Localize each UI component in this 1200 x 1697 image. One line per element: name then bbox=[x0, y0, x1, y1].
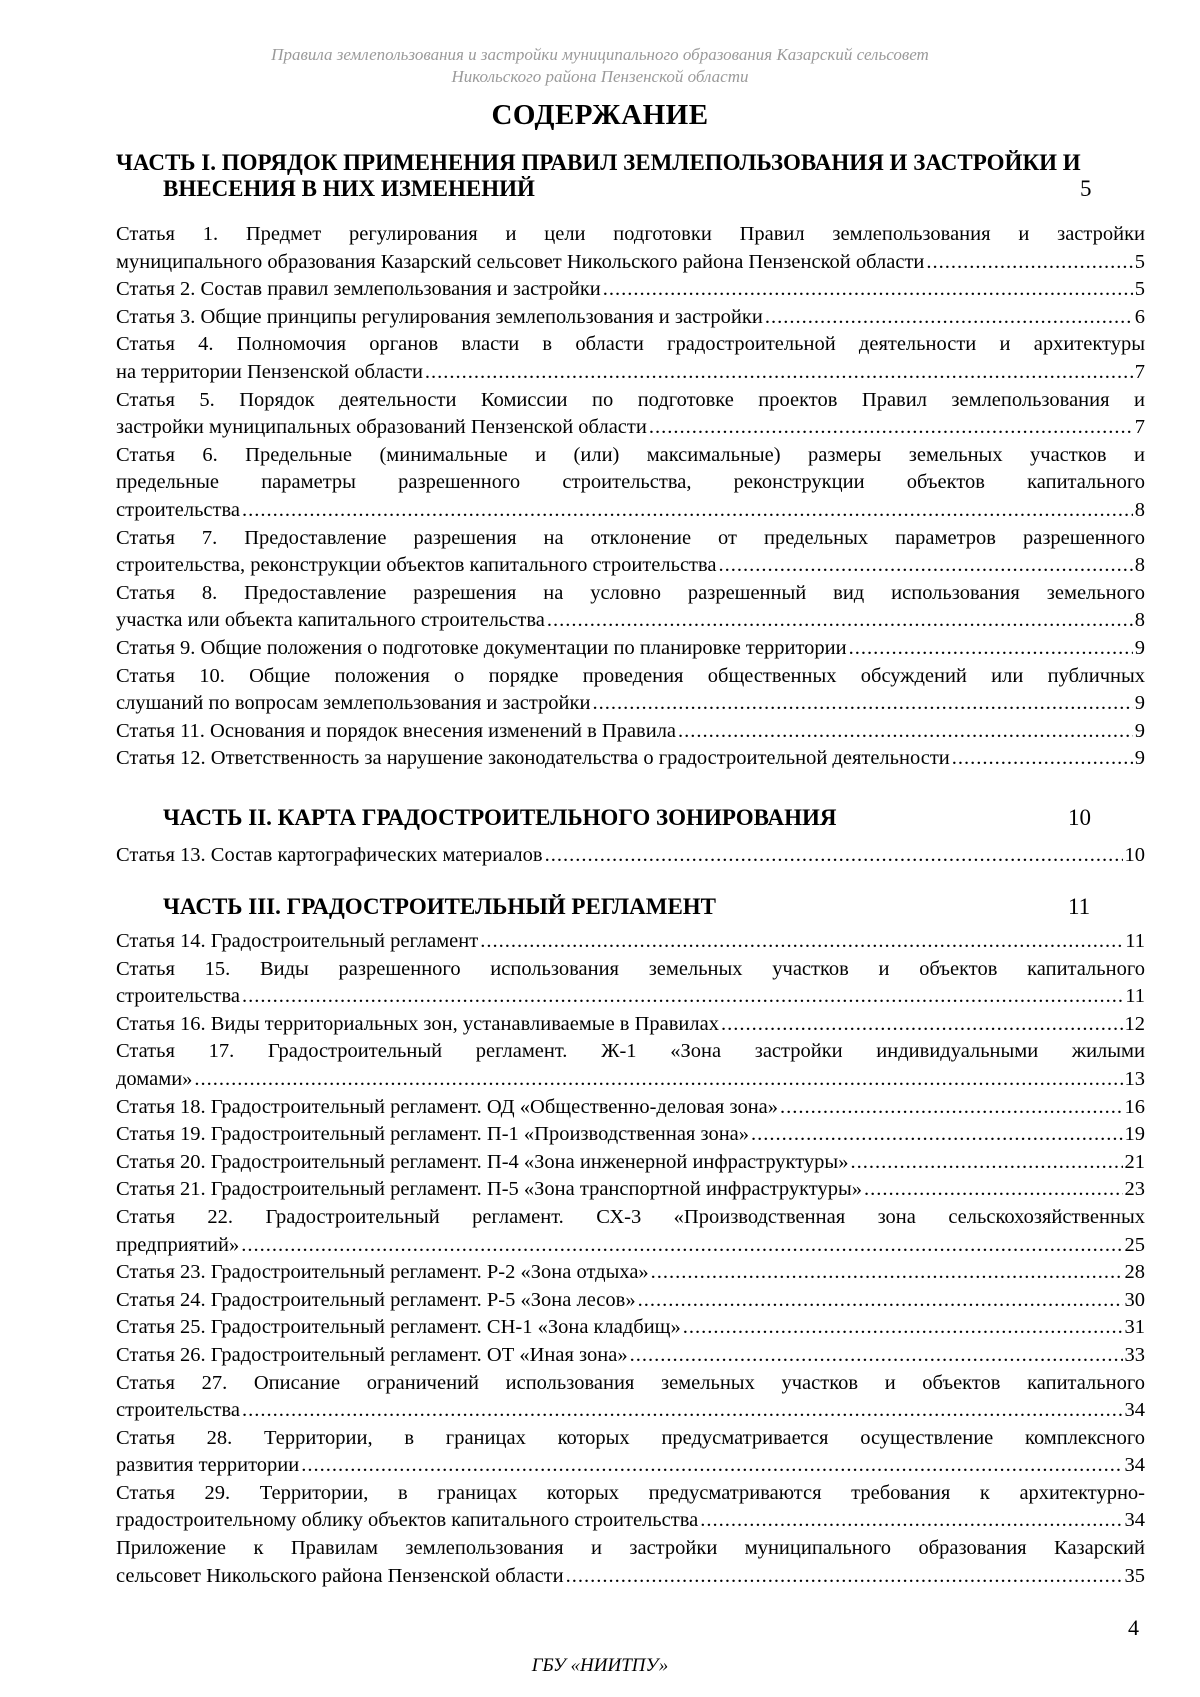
toc-entry-page[interactable]: 11 bbox=[1125, 985, 1145, 1008]
part-3-heading: ЧАСТЬ III. ГРАДОСТРОИТЕЛЬНЫЙ РЕГЛАМЕНТ bbox=[163, 894, 717, 919]
dot-leader bbox=[926, 249, 1132, 277]
toc-entry-text: развития территории bbox=[116, 1454, 300, 1477]
dot-leader bbox=[545, 842, 1123, 870]
toc-entry-last-line bbox=[116, 983, 1145, 1011]
running-header-line-1: Правила землепользования и застройки муниципального образования Казарский сельсовет bbox=[271, 45, 929, 64]
part-1-page-number[interactable]: 5 bbox=[1080, 176, 1092, 201]
toc-entry-last-line bbox=[116, 359, 1145, 387]
footer-organization: ГБУ «НИИТПУ» bbox=[531, 1655, 669, 1676]
toc-entry[interactable] bbox=[116, 580, 1145, 635]
dot-leader bbox=[242, 1397, 1123, 1425]
toc-entry[interactable] bbox=[116, 1287, 1145, 1315]
toc-entry-page[interactable]: 10 bbox=[1124, 844, 1145, 866]
dot-leader bbox=[242, 983, 1123, 1011]
dot-leader bbox=[194, 1066, 1122, 1094]
toc-entry-page[interactable]: 5 bbox=[1134, 278, 1145, 301]
dot-leader bbox=[751, 1121, 1122, 1149]
dot-leader bbox=[649, 414, 1133, 442]
toc-entry[interactable] bbox=[116, 1204, 1145, 1259]
toc-entry[interactable] bbox=[116, 663, 1145, 718]
toc-entry[interactable] bbox=[116, 1094, 1145, 1122]
toc-entry-last-line bbox=[116, 497, 1145, 525]
toc-entry-page[interactable]: 7 bbox=[1134, 416, 1145, 439]
toc-entry-text: Статья 21. Градостроительный регламент. П-5 «Зона транспортной инфраструктуры» bbox=[116, 1178, 862, 1201]
toc-entry[interactable] bbox=[116, 1535, 1145, 1590]
toc-entry-page[interactable]: 21 bbox=[1124, 1150, 1145, 1173]
toc-entry-last-line bbox=[116, 1342, 1145, 1370]
toc-entry-text: Статья 16. Виды территориальных зон, устанавливаемые в Правилах bbox=[116, 1012, 719, 1035]
toc-entry-page[interactable]: 34 bbox=[1124, 1454, 1145, 1477]
toc-entry-text: Статья 20. Градостроительный регламент. П-4 «Зона инженерной инфраструктуры» bbox=[116, 1150, 849, 1173]
toc-entry-page[interactable]: 19 bbox=[1124, 1123, 1145, 1146]
toc-part-1 bbox=[116, 221, 1145, 773]
toc-entry-page[interactable]: 8 bbox=[1134, 554, 1145, 577]
toc-entry[interactable] bbox=[116, 221, 1145, 276]
dot-leader bbox=[683, 1314, 1123, 1342]
toc-entry-text: строительства bbox=[116, 985, 240, 1008]
toc-entry-text: Статья 19. Градостроительный регламент. П-1 «Производственная зона» bbox=[116, 1123, 750, 1146]
toc-entry-text: Статья 12. Ответственность за нарушение законодательства о градостроительной деятельности bbox=[116, 747, 950, 770]
part-2-heading: ЧАСТЬ II. КАРТА ГРАДОСТРОИТЕЛЬНОГО ЗОНИРОВАНИЯ bbox=[163, 805, 837, 830]
dot-leader bbox=[603, 276, 1133, 304]
toc-entry-text: домами» bbox=[116, 1067, 193, 1090]
toc-entry-text: участка или объекта капитального строительства bbox=[116, 609, 545, 632]
toc-entry[interactable] bbox=[116, 304, 1145, 332]
toc-entry-last-line bbox=[116, 1507, 1145, 1535]
toc-entry-last-line bbox=[116, 552, 1145, 580]
toc-part-2 bbox=[116, 842, 1145, 870]
toc-entry[interactable] bbox=[116, 635, 1145, 663]
toc-entry-last-line bbox=[116, 690, 1145, 718]
toc-entry-text: Статья 28. Территории, в границах которых предусматривается осуществление комплексного bbox=[116, 1426, 1145, 1449]
dot-leader bbox=[638, 1287, 1123, 1315]
part-3-page-number[interactable]: 11 bbox=[1068, 894, 1091, 919]
toc-entry-text: Статья 11. Основания и порядок внесения изменений в Правила bbox=[116, 719, 677, 742]
toc-entry[interactable] bbox=[116, 1121, 1145, 1149]
toc-entry-text: градостроительному облику объектов капитального строительства bbox=[116, 1509, 699, 1532]
toc-entry-text: Статья 17. Градостроительный регламент. Ж-1 «Зона застройки индивидуальными жилыми bbox=[116, 1040, 1145, 1063]
toc-entry-text: Статья 10. Общие положения о порядке проведения общественных обсуждений или публичных bbox=[116, 664, 1145, 687]
toc-entry-page[interactable]: 23 bbox=[1124, 1178, 1145, 1201]
dot-leader bbox=[241, 1232, 1122, 1260]
toc-entry-page[interactable]: 5 bbox=[1134, 250, 1145, 273]
toc-entry[interactable] bbox=[116, 387, 1145, 442]
dot-leader bbox=[678, 718, 1133, 746]
dot-leader bbox=[780, 1094, 1122, 1122]
toc-entry-last-line bbox=[116, 1563, 1145, 1591]
toc-entry-text: Статья 1. Предмет регулирования и цели подготовки Правил землепользования и застройки bbox=[116, 223, 1145, 245]
running-header-line-2: Никольского района Пензенской области bbox=[451, 67, 749, 86]
toc-entry-last-line bbox=[116, 249, 1145, 277]
toc-entry-page[interactable]: 8 bbox=[1134, 498, 1145, 521]
toc-entry-text: Статья 27. Описание ограничений использования земельных участков и объектов капитального bbox=[116, 1371, 1145, 1394]
dot-leader bbox=[719, 552, 1133, 580]
toc-entry-last-line bbox=[116, 635, 1145, 663]
toc-entry[interactable] bbox=[116, 1314, 1145, 1342]
toc-entry-text: строительства bbox=[116, 498, 240, 521]
toc-entry-text: строительства bbox=[116, 1399, 240, 1422]
toc-entry-last-line bbox=[116, 1176, 1145, 1204]
toc-entry-text: Статья 25. Градостроительный регламент. СН-1 «Зона кладбищ» bbox=[116, 1316, 681, 1339]
dot-leader bbox=[721, 1011, 1123, 1039]
toc-entry-page[interactable]: 30 bbox=[1124, 1288, 1145, 1311]
toc-entry-page[interactable]: 6 bbox=[1134, 305, 1145, 328]
toc-entry-text: на территории Пензенской области bbox=[116, 360, 423, 383]
toc-entry[interactable] bbox=[116, 276, 1145, 304]
toc-entry[interactable] bbox=[116, 1176, 1145, 1204]
toc-entry-text: Статья 13. Состав картографических материалов bbox=[116, 844, 543, 866]
toc-entry[interactable] bbox=[116, 745, 1145, 773]
toc-entry-last-line bbox=[116, 1287, 1145, 1315]
toc-entry-text: Статья 15. Виды разрешенного использования земельных участков и объектов капитального bbox=[116, 957, 1145, 980]
toc-entry[interactable] bbox=[116, 442, 1145, 525]
toc-entry-last-line bbox=[116, 1232, 1145, 1260]
toc-entry-last-line bbox=[116, 718, 1145, 746]
toc-entry-text: Статья 24. Градостроительный регламент. Р-5 «Зона лесов» bbox=[116, 1288, 636, 1311]
dot-leader bbox=[864, 1176, 1123, 1204]
toc-entry-page[interactable]: 13 bbox=[1124, 1067, 1145, 1090]
toc-entry[interactable] bbox=[116, 928, 1145, 956]
toc-entry-text: Статья 26. Градостроительный регламент. ОТ «Иная зона» bbox=[116, 1343, 628, 1366]
toc-entry-page[interactable]: 25 bbox=[1124, 1233, 1145, 1256]
toc-entry[interactable] bbox=[116, 1370, 1145, 1425]
toc-entry-text: муниципального образования Казарский сельсовет Никольского района Пензенской области bbox=[116, 250, 925, 273]
toc-entry[interactable] bbox=[116, 1149, 1145, 1177]
toc-entry-page[interactable]: 7 bbox=[1134, 360, 1145, 383]
toc-entry[interactable] bbox=[116, 525, 1145, 580]
toc-entry-page[interactable]: 16 bbox=[1124, 1095, 1145, 1118]
toc-entry-page[interactable]: 9 bbox=[1134, 636, 1145, 659]
toc-entry-last-line bbox=[116, 414, 1145, 442]
dot-leader bbox=[651, 1259, 1123, 1287]
toc-entry-last-line bbox=[116, 607, 1145, 635]
toc-entry-last-line bbox=[116, 745, 1145, 773]
toc-entry-text: сельсовет Никольского района Пензенской области bbox=[116, 1564, 564, 1587]
toc-entry-text: Статья 7. Предоставление разрешения на отклонение от предельных параметров разрешенного bbox=[116, 526, 1145, 549]
toc-entry-page[interactable]: 31 bbox=[1124, 1316, 1145, 1339]
toc-entry-last-line bbox=[116, 1121, 1145, 1149]
toc-entry-last-line bbox=[116, 1149, 1145, 1177]
dot-leader bbox=[242, 497, 1133, 525]
toc-entry-last-line bbox=[116, 928, 1145, 956]
toc-entry-text: предельные параметры разрешенного строительства, реконструкции объектов капитального bbox=[116, 471, 1145, 494]
toc-entry-page[interactable]: 28 bbox=[1124, 1261, 1145, 1284]
dot-leader bbox=[425, 359, 1133, 387]
toc-entry-text: Статья 8. Предоставление разрешения на условно разрешенный вид использования земельного bbox=[116, 581, 1145, 604]
toc-entry[interactable] bbox=[116, 331, 1145, 386]
toc-part-3 bbox=[116, 928, 1145, 1590]
dot-leader bbox=[700, 1507, 1122, 1535]
toc-entry-last-line bbox=[116, 842, 1145, 870]
toc-entry-text: застройки муниципальных образований Пензенской области bbox=[116, 416, 647, 439]
toc-entry[interactable] bbox=[116, 1259, 1145, 1287]
toc-entry-last-line bbox=[116, 1314, 1145, 1342]
dot-leader bbox=[301, 1452, 1122, 1480]
dot-leader bbox=[630, 1342, 1123, 1370]
toc-entry-page[interactable]: 9 bbox=[1134, 719, 1145, 742]
part-1-heading-line-2: ВНЕСЕНИЯ В НИХ ИЗМЕНЕНИЙ bbox=[163, 176, 535, 201]
toc-entry-text: Статья 6. Предельные (минимальные и (или) максимальные) размеры земельных участков и bbox=[116, 443, 1145, 466]
dot-leader bbox=[547, 607, 1133, 635]
toc-entry-last-line bbox=[116, 276, 1145, 304]
dot-leader bbox=[592, 690, 1132, 718]
toc-entry[interactable] bbox=[116, 1011, 1145, 1039]
toc-entry-page[interactable]: 35 bbox=[1124, 1564, 1145, 1587]
toc-entry-last-line bbox=[116, 1259, 1145, 1287]
toc-entry[interactable] bbox=[116, 842, 1145, 870]
toc-entry-last-line bbox=[116, 1066, 1145, 1094]
toc-entry-last-line bbox=[116, 1397, 1145, 1425]
toc-entry-text: Статья 29. Территории, в границах которых предусматриваются требования к архитектурно- bbox=[116, 1481, 1145, 1504]
dot-leader bbox=[566, 1563, 1123, 1591]
toc-entry-text: Статья 2. Состав правил землепользования и застройки bbox=[116, 278, 601, 301]
toc-entry-text: Статья 4. Полномочия органов власти в области градостроительной деятельности и архитектуры bbox=[116, 333, 1145, 356]
page-title: СОДЕРЖАНИЕ bbox=[491, 99, 709, 131]
toc-entry-page[interactable]: 33 bbox=[1124, 1343, 1145, 1366]
part-2-page-number[interactable]: 10 bbox=[1068, 805, 1091, 830]
dot-leader bbox=[765, 304, 1133, 332]
toc-entry-text: Статья 23. Градостроительный регламент. Р-2 «Зона отдыха» bbox=[116, 1261, 649, 1284]
toc-entry-text: Статья 14. Градостроительный регламент bbox=[116, 930, 479, 952]
page-number: 4 bbox=[1128, 1615, 1139, 1640]
toc-entry-page[interactable]: 9 bbox=[1134, 747, 1145, 770]
toc-entry-text: Статья 22. Градостроительный регламент. СХ-3 «Производственная зона сельскохозяйственных bbox=[116, 1205, 1145, 1228]
toc-entry-last-line bbox=[116, 1094, 1145, 1122]
toc-entry-page[interactable]: 12 bbox=[1124, 1012, 1145, 1035]
dot-leader bbox=[850, 1149, 1122, 1177]
toc-entry-text: слушаний по вопросам землепользования и застройки bbox=[116, 692, 591, 715]
toc-entry[interactable] bbox=[116, 1038, 1145, 1093]
toc-entry[interactable] bbox=[116, 1425, 1145, 1480]
toc-entry-page[interactable]: 9 bbox=[1134, 692, 1145, 715]
toc-entry-last-line bbox=[116, 1011, 1145, 1039]
toc-entry[interactable] bbox=[116, 956, 1145, 1011]
toc-entry[interactable] bbox=[116, 1342, 1145, 1370]
toc-entry-text: предприятий» bbox=[116, 1233, 240, 1256]
toc-entry-text: Приложение к Правилам землепользования и застройки муниципального образования Казарский bbox=[116, 1537, 1145, 1560]
toc-entry-text: Статья 5. Порядок деятельности Комиссии по подготовке проектов Правил землепользования и bbox=[116, 388, 1145, 411]
toc-entry-text: Статья 3. Общие принципы регулирования землепользования и застройки bbox=[116, 305, 763, 328]
toc-entry[interactable] bbox=[116, 1480, 1145, 1535]
toc-entry-text: Статья 18. Градостроительный регламент. ОД «Общественно-деловая зона» bbox=[116, 1095, 779, 1118]
toc-entry-last-line bbox=[116, 304, 1145, 332]
toc-entry-page[interactable]: 34 bbox=[1124, 1509, 1145, 1532]
toc-entry[interactable] bbox=[116, 718, 1145, 746]
toc-entry-text: строительства, реконструкции объектов капитального строительства bbox=[116, 554, 717, 577]
dot-leader bbox=[952, 745, 1133, 773]
toc-entry-page[interactable]: 11 bbox=[1125, 930, 1145, 952]
toc-entry-text: Статья 9. Общие положения о подготовке документации по планировке территории bbox=[116, 636, 847, 659]
toc-entry-last-line bbox=[116, 1452, 1145, 1480]
toc-entry-page[interactable]: 8 bbox=[1134, 609, 1145, 632]
dot-leader bbox=[480, 928, 1123, 956]
toc-entry-page[interactable]: 34 bbox=[1124, 1399, 1145, 1422]
part-1-heading-line-1: ЧАСТЬ I. ПОРЯДОК ПРИМЕНЕНИЯ ПРАВИЛ ЗЕМЛЕПОЛЬЗОВАНИЯ И ЗАСТРОЙКИ И bbox=[116, 150, 1081, 175]
dot-leader bbox=[849, 635, 1133, 663]
